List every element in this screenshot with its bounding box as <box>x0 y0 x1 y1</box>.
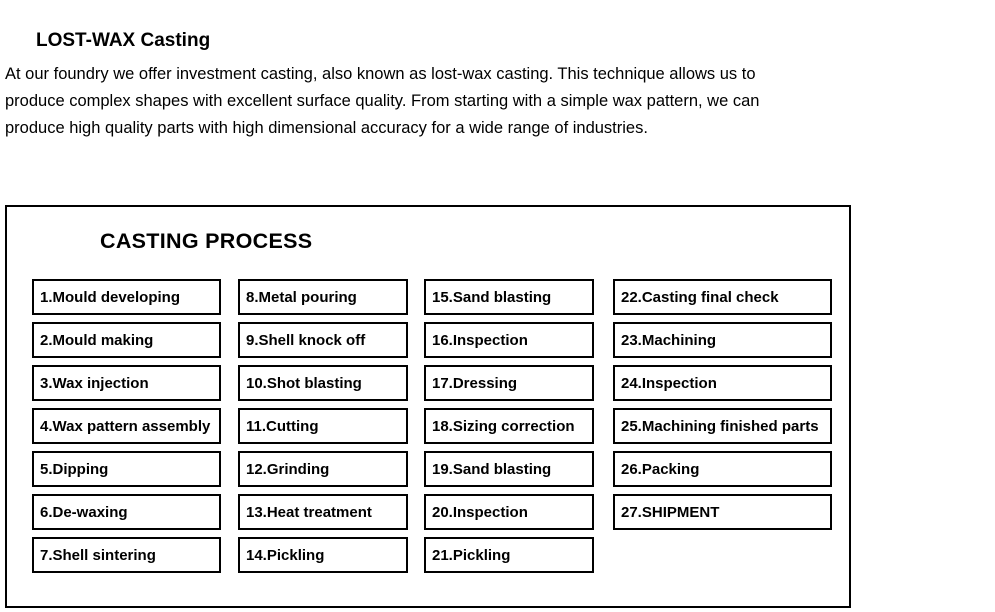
process-step-25: 25.Machining finished parts <box>613 408 832 444</box>
process-column-4 <box>613 279 832 530</box>
process-step-27: 27.SHIPMENT <box>613 494 832 530</box>
process-step-2: 2.Mould making <box>32 322 221 358</box>
process-step-21: 21.Pickling <box>424 537 594 573</box>
process-step-14: 14.Pickling <box>238 537 408 573</box>
process-step-19: 19.Sand blasting <box>424 451 594 487</box>
process-step-17: 17.Dressing <box>424 365 594 401</box>
process-step-22: 22.Casting final check <box>613 279 832 315</box>
process-step-20: 20.Inspection <box>424 494 594 530</box>
intro-paragraph: At our foundry we offer investment casting, also known as lost-wax casting. This technique allows us to produce complex shapes with excellent surface quality. From starting with a simple wax pattern, we can produce high quality parts with high dimensional accuracy for a wide range of industries. <box>5 65 760 137</box>
process-column-3 <box>424 279 594 573</box>
process-column-2 <box>238 279 408 573</box>
process-step-4: 4.Wax pattern assembly <box>32 408 221 444</box>
process-step-15: 15.Sand blasting <box>424 279 594 315</box>
process-step-8: 8.Metal pouring <box>238 279 408 315</box>
casting-process-title: CASTING PROCESS <box>100 229 313 253</box>
process-step-10: 10.Shot blasting <box>238 365 408 401</box>
process-step-24: 24.Inspection <box>613 365 832 401</box>
process-column-1 <box>32 279 221 573</box>
process-step-26: 26.Packing <box>613 451 832 487</box>
process-step-13: 13.Heat treatment <box>238 494 408 530</box>
process-step-23: 23.Machining <box>613 322 832 358</box>
process-step-7: 7.Shell sintering <box>32 537 221 573</box>
process-step-1: 1.Mould developing <box>32 279 221 315</box>
process-step-3: 3.Wax injection <box>32 365 221 401</box>
process-step-18: 18.Sizing correction <box>424 408 594 444</box>
casting-process-panel <box>5 205 851 608</box>
process-step-5: 5.Dipping <box>32 451 221 487</box>
process-step-9: 9.Shell knock off <box>238 322 408 358</box>
process-step-12: 12.Grinding <box>238 451 408 487</box>
process-step-6: 6.De-waxing <box>32 494 221 530</box>
page-title: LOST-WAX Casting <box>36 30 211 51</box>
process-step-16: 16.Inspection <box>424 322 594 358</box>
process-step-11: 11.Cutting <box>238 408 408 444</box>
